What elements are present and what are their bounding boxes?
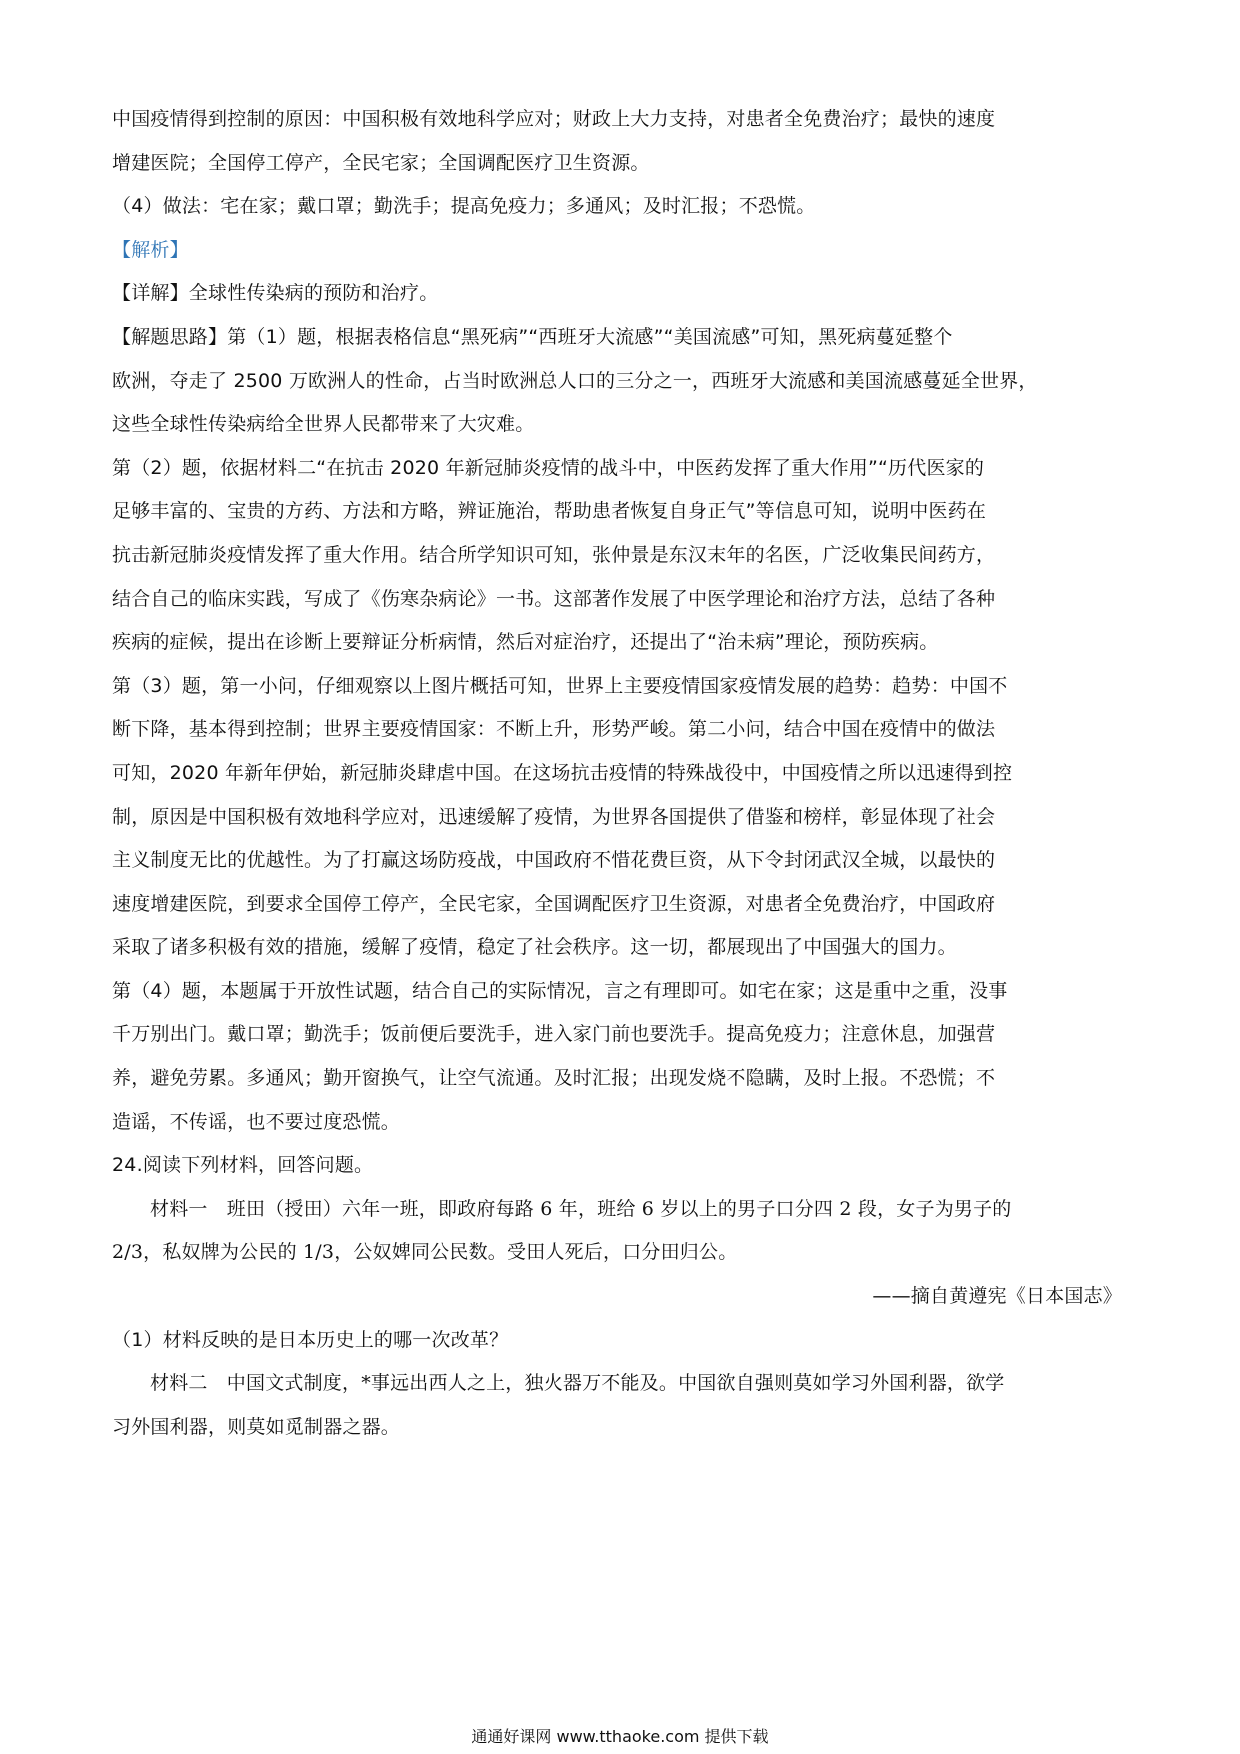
material2-line: 材料二 中国文式制度，*事远出西人之上，独火器万不能及。中国欲自强则莫如学习外国利器，欲学 xyxy=(150,1372,1005,1395)
explanation-line: 抗击新冠肺炎疫情发挥了重大作用。结合所学知识可知，张仲景是东汉末年的名医，广泛收集民间药方， xyxy=(112,543,996,566)
explanation-line: 千万别出门。戴口罩；勤洗手；饭前便后要洗手，进入家门前也要洗手。提高免疫力；注意休息，加强营 xyxy=(112,1023,996,1046)
explanation-line: 第（3）题，第一小问，仔细观察以上图片概括可知，世界上主要疫情国家疫情发展的趋势：趋势：中国不 xyxy=(112,674,1008,697)
analysis-label: 【解析】 xyxy=(112,238,189,261)
answer-line: 增建医院；全国停工停产，全民宅家；全国调配医疗卫生资源。 xyxy=(112,151,650,174)
explanation-line: 足够丰富的、宝贵的方药、方法和方略，辨证施治，帮助患者恢复自身正气”等信息可知，说明中医药在 xyxy=(112,500,987,523)
document-body xyxy=(112,98,1122,1449)
explanation-line: 结合自己的临床实践，写成了《伤寒杂病论》一书。这部著作发展了中医学理论和治疗方法，总结了各种 xyxy=(112,587,996,610)
explanation-line: 【详解】全球性传染病的预防和治疗。 xyxy=(112,282,439,305)
explanation-line: 这些全球性传染病给全世界人民都带来了大灾难。 xyxy=(112,413,535,436)
question-1: （1）材料反映的是日本历史上的哪一次改革？ xyxy=(112,1328,509,1351)
material2-line: 习外国利器，则莫如觅制器之器。 xyxy=(112,1415,401,1438)
explanation-line: 第（2）题，依据材料二“在抗击 2020 年新冠肺炎疫情的战斗中，中医药发挥了重大作用”“历代医家的 xyxy=(112,456,985,479)
explanation-line: 采取了诸多积极有效的措施，缓解了疫情，稳定了社会秩序。这一切，都展现出了中国强大的国力。 xyxy=(112,936,957,959)
explanation-line: 疾病的症候，提出在诊断上要辩证分析病情，然后对症治疗，还提出了“治未病”理论，预防疾病。 xyxy=(112,631,939,654)
explanation-line: 主义制度无比的优越性。为了打赢这场防疫战，中国政府不惜花费巨资，从下令封闭武汉全城，以最快的 xyxy=(112,849,996,872)
question-title: 24.阅读下列材料，回答问题。 xyxy=(112,1154,374,1177)
explanation-line: 【解题思路】第（1）题，根据表格信息“黑死病”“西班牙大流感”“美国流感”可知，黑死病蔓延整个 xyxy=(112,325,953,348)
explanation-line: 养，避免劳累。多通风；勤开窗换气，让空气流通。及时汇报；出现发烧不隐瞒，及时上报。不恐慌；不 xyxy=(112,1067,996,1090)
explanation-line: 速度增建医院，到要求全国停工停产，全民宅家，全国调配医疗卫生资源，对患者全免费治疗，中国政府 xyxy=(112,892,996,915)
answer-line: 中国疫情得到控制的原因：中国积极有效地科学应对；财政上大力支持，对患者全免费治疗；最快的速度 xyxy=(112,108,996,130)
explanation-line: 欧洲，夺走了 2500 万欧洲人的性命，占当时欧洲总人口的三分之一，西班牙大流感和美国流感蔓延全世界， xyxy=(112,369,1038,392)
explanation-line: 造谣，不传谣，也不要过度恐慌。 xyxy=(112,1110,401,1133)
material1-line: 材料一 班田（授田）六年一班，即政府每路 6 年，班给 6 岁以上的男子口分四 2 段，女子为男子的 xyxy=(150,1197,1012,1220)
explanation-line: 断下降，基本得到控制；世界主要疫情国家：不断上升，形势严峻。第二小问，结合中国在疫情中的做法 xyxy=(112,718,996,741)
answer-line: （4）做法：宅在家；戴口罩；勤洗手；提高免疫力；多通风；及时汇报；不恐慌。 xyxy=(112,195,816,218)
footer-watermark: 通通好课网 www.tthaoke.com 提供下载 xyxy=(471,1727,769,1746)
explanation-line: 制，原因是中国积极有效地科学应对，迅速缓解了疫情，为世界各国提供了借鉴和榜样，彰显体现了社会 xyxy=(112,805,996,828)
material-source: ——摘自黄遵宪《日本国志》 xyxy=(872,1285,1122,1308)
material1-line: 2/3，私奴牌为公民的 1/3，公奴婢同公民数。受田人死后，口分田归公。 xyxy=(112,1241,738,1264)
explanation-line: 第（4）题，本题属于开放性试题，结合自己的实际情况，言之有理即可。如宅在家；这是重中之重，没事 xyxy=(112,979,1008,1002)
explanation-line: 可知，2020 年新年伊始，新冠肺炎肆虐中国。在这场抗击疫情的特殊战役中，中国疫情之所以迅速得到控 xyxy=(112,761,1013,784)
